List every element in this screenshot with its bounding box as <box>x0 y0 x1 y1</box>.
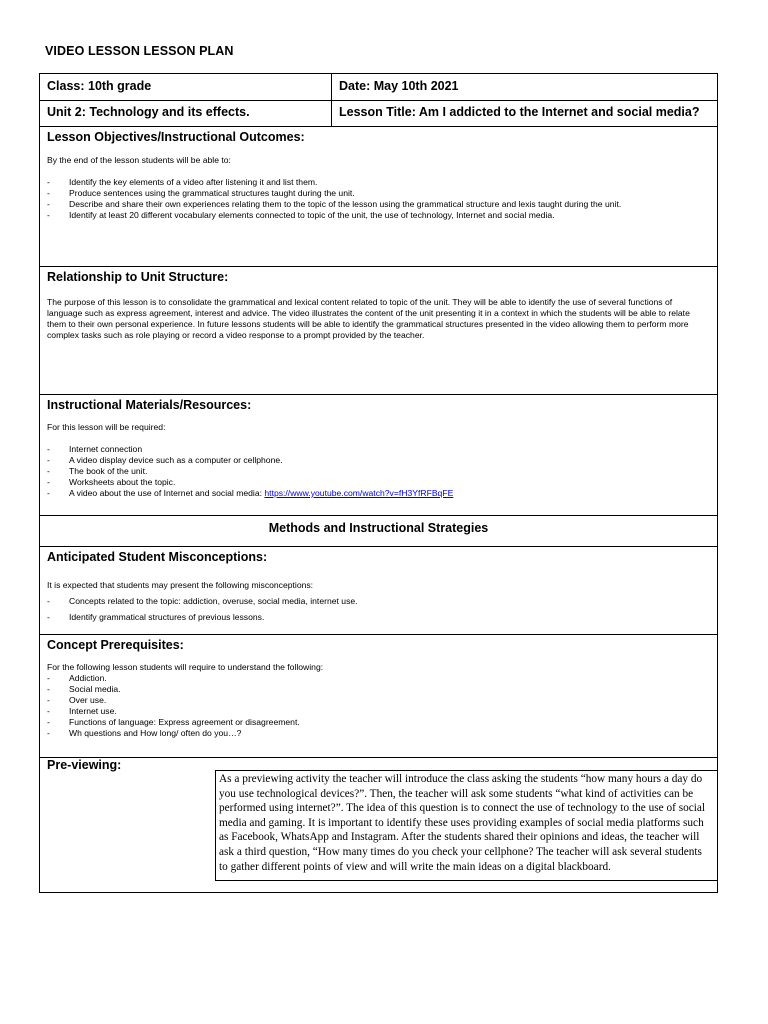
misconceptions-body <box>47 580 697 623</box>
material-item: - The book of the unit. <box>47 466 697 477</box>
material-item: - A video display device such as a computer or cellphone. <box>47 455 697 466</box>
materials-section <box>40 394 717 515</box>
objectives-section <box>40 126 717 266</box>
lesson-plan-table <box>39 73 718 893</box>
objective-item: - Describe and share their own experiences relating them to the topic of the lesson using the grammatical structure and lexis taught during the unit. <box>47 199 697 210</box>
materials-title: Instructional Materials/Resources: <box>47 398 252 412</box>
objective-item: - Identify the key elements of a video after listening it and list them. <box>47 177 697 188</box>
methods-section <box>40 515 717 546</box>
video-item-text: A video about the use of Internet and social media: <box>69 488 265 498</box>
relationship-title: Relationship to Unit Structure: <box>47 270 229 284</box>
video-link[interactable]: https://www.youtube.com/watch?v=fH3YfRFBqFE <box>264 488 454 498</box>
objectives-intro: By the end of the lesson students will be able to: <box>47 155 231 165</box>
misconception-item: - Identify grammatical structures of previous lessons. <box>47 612 697 623</box>
objective-item: - Produce sentences using the grammatical structures taught during the unit. <box>47 188 697 199</box>
prerequisites-intro: For the following lesson students will require to understand the following: <box>47 662 324 672</box>
misconceptions-section <box>40 546 717 634</box>
class-cell <box>40 74 331 100</box>
misconceptions-intro: It is expected that students may present the following misconceptions: <box>47 580 314 590</box>
prerequisite-item: - Internet use. <box>47 706 697 717</box>
prerequisites-section <box>40 634 717 757</box>
previewing-text: As a previewing activity the teacher will introduce the class asking the students “how many hours a day do you use technological devices?”. Then, the teacher will ask some students “what kind of activities can be performed using internet?”. The idea of this question is to connect the use of technology to the use of social media and gaming. It is important to identify these uses providing examples of social media platforms such as Facebook, WhatsApp and Instagram. After the students shared their opinions and ideas, the teacher will ask a third question, “How many times do you check your cellphone? The teacher will ask several students to gather different points of view and will write the main ideas on a digital blackboard. <box>219 773 706 873</box>
previewing-title: Pre-viewing: <box>47 758 122 772</box>
unit-cell <box>40 101 331 126</box>
methods-title: Methods and Instructional Strategies <box>268 521 489 535</box>
misconception-item: - Concepts related to the topic: addiction, overuse, social media, internet use. <box>47 596 697 607</box>
prerequisite-item: - Social media. <box>47 684 697 695</box>
objective-item: - Identify at least 20 different vocabulary elements connected to topic of the unit, the use of technology, Internet and social media. <box>47 210 697 221</box>
materials-intro: For this lesson will be required: <box>47 422 166 432</box>
prerequisites-title: Concept Prerequisites: <box>47 638 184 652</box>
relationship-text: The purpose of this lesson is to consolidate the grammatical and lexical content related to topic of the unit. They will be able to identify the use of several functions of language such as express agreement, interest and advice. The video illustrates the content of the unit presenting it in a context in which the students will be able to relate them to their own personal experience. In future lessons students will be able to identify the grammatical structures presented in the video allowing them to perform more complex tasks such as role playing or record a video response to a prompt provided by the teacher. <box>47 297 690 340</box>
material-item: - Internet connection <box>47 444 697 455</box>
previewing-text-cell <box>215 770 717 881</box>
lesson-title-label: Lesson Title: Am I addicted to the Internet and social media? <box>339 105 700 119</box>
objectives-body <box>47 155 697 221</box>
relationship-section <box>40 266 717 394</box>
prerequisite-item: - Wh questions and How long/ often do you…? <box>47 728 697 739</box>
material-item: - Worksheets about the topic. <box>47 477 697 488</box>
unit-label: Unit 2: Technology and its effects. <box>47 105 250 119</box>
previewing-label-cell <box>40 758 215 894</box>
date-label: Date: May 10th 2021 <box>339 79 459 93</box>
header-row-unit-title <box>40 100 717 126</box>
prerequisite-item: - Addiction. <box>47 673 697 684</box>
prerequisite-item: - Functions of language: Express agreement or disagreement. <box>47 717 697 728</box>
objectives-title: Lesson Objectives/Instructional Outcomes: <box>47 130 305 144</box>
misconceptions-title: Anticipated Student Misconceptions: <box>47 550 268 564</box>
page-title: VIDEO LESSON LESSON PLAN <box>45 44 234 58</box>
prerequisites-body <box>47 662 697 739</box>
class-label: Class: 10th grade <box>47 79 152 93</box>
date-cell <box>331 74 717 100</box>
materials-body <box>47 422 697 499</box>
prerequisite-item: - Over use. <box>47 695 697 706</box>
lesson-title-cell <box>331 101 717 126</box>
header-row-class-date <box>40 74 717 100</box>
previewing-section <box>40 757 717 894</box>
material-item-video <box>47 488 697 499</box>
